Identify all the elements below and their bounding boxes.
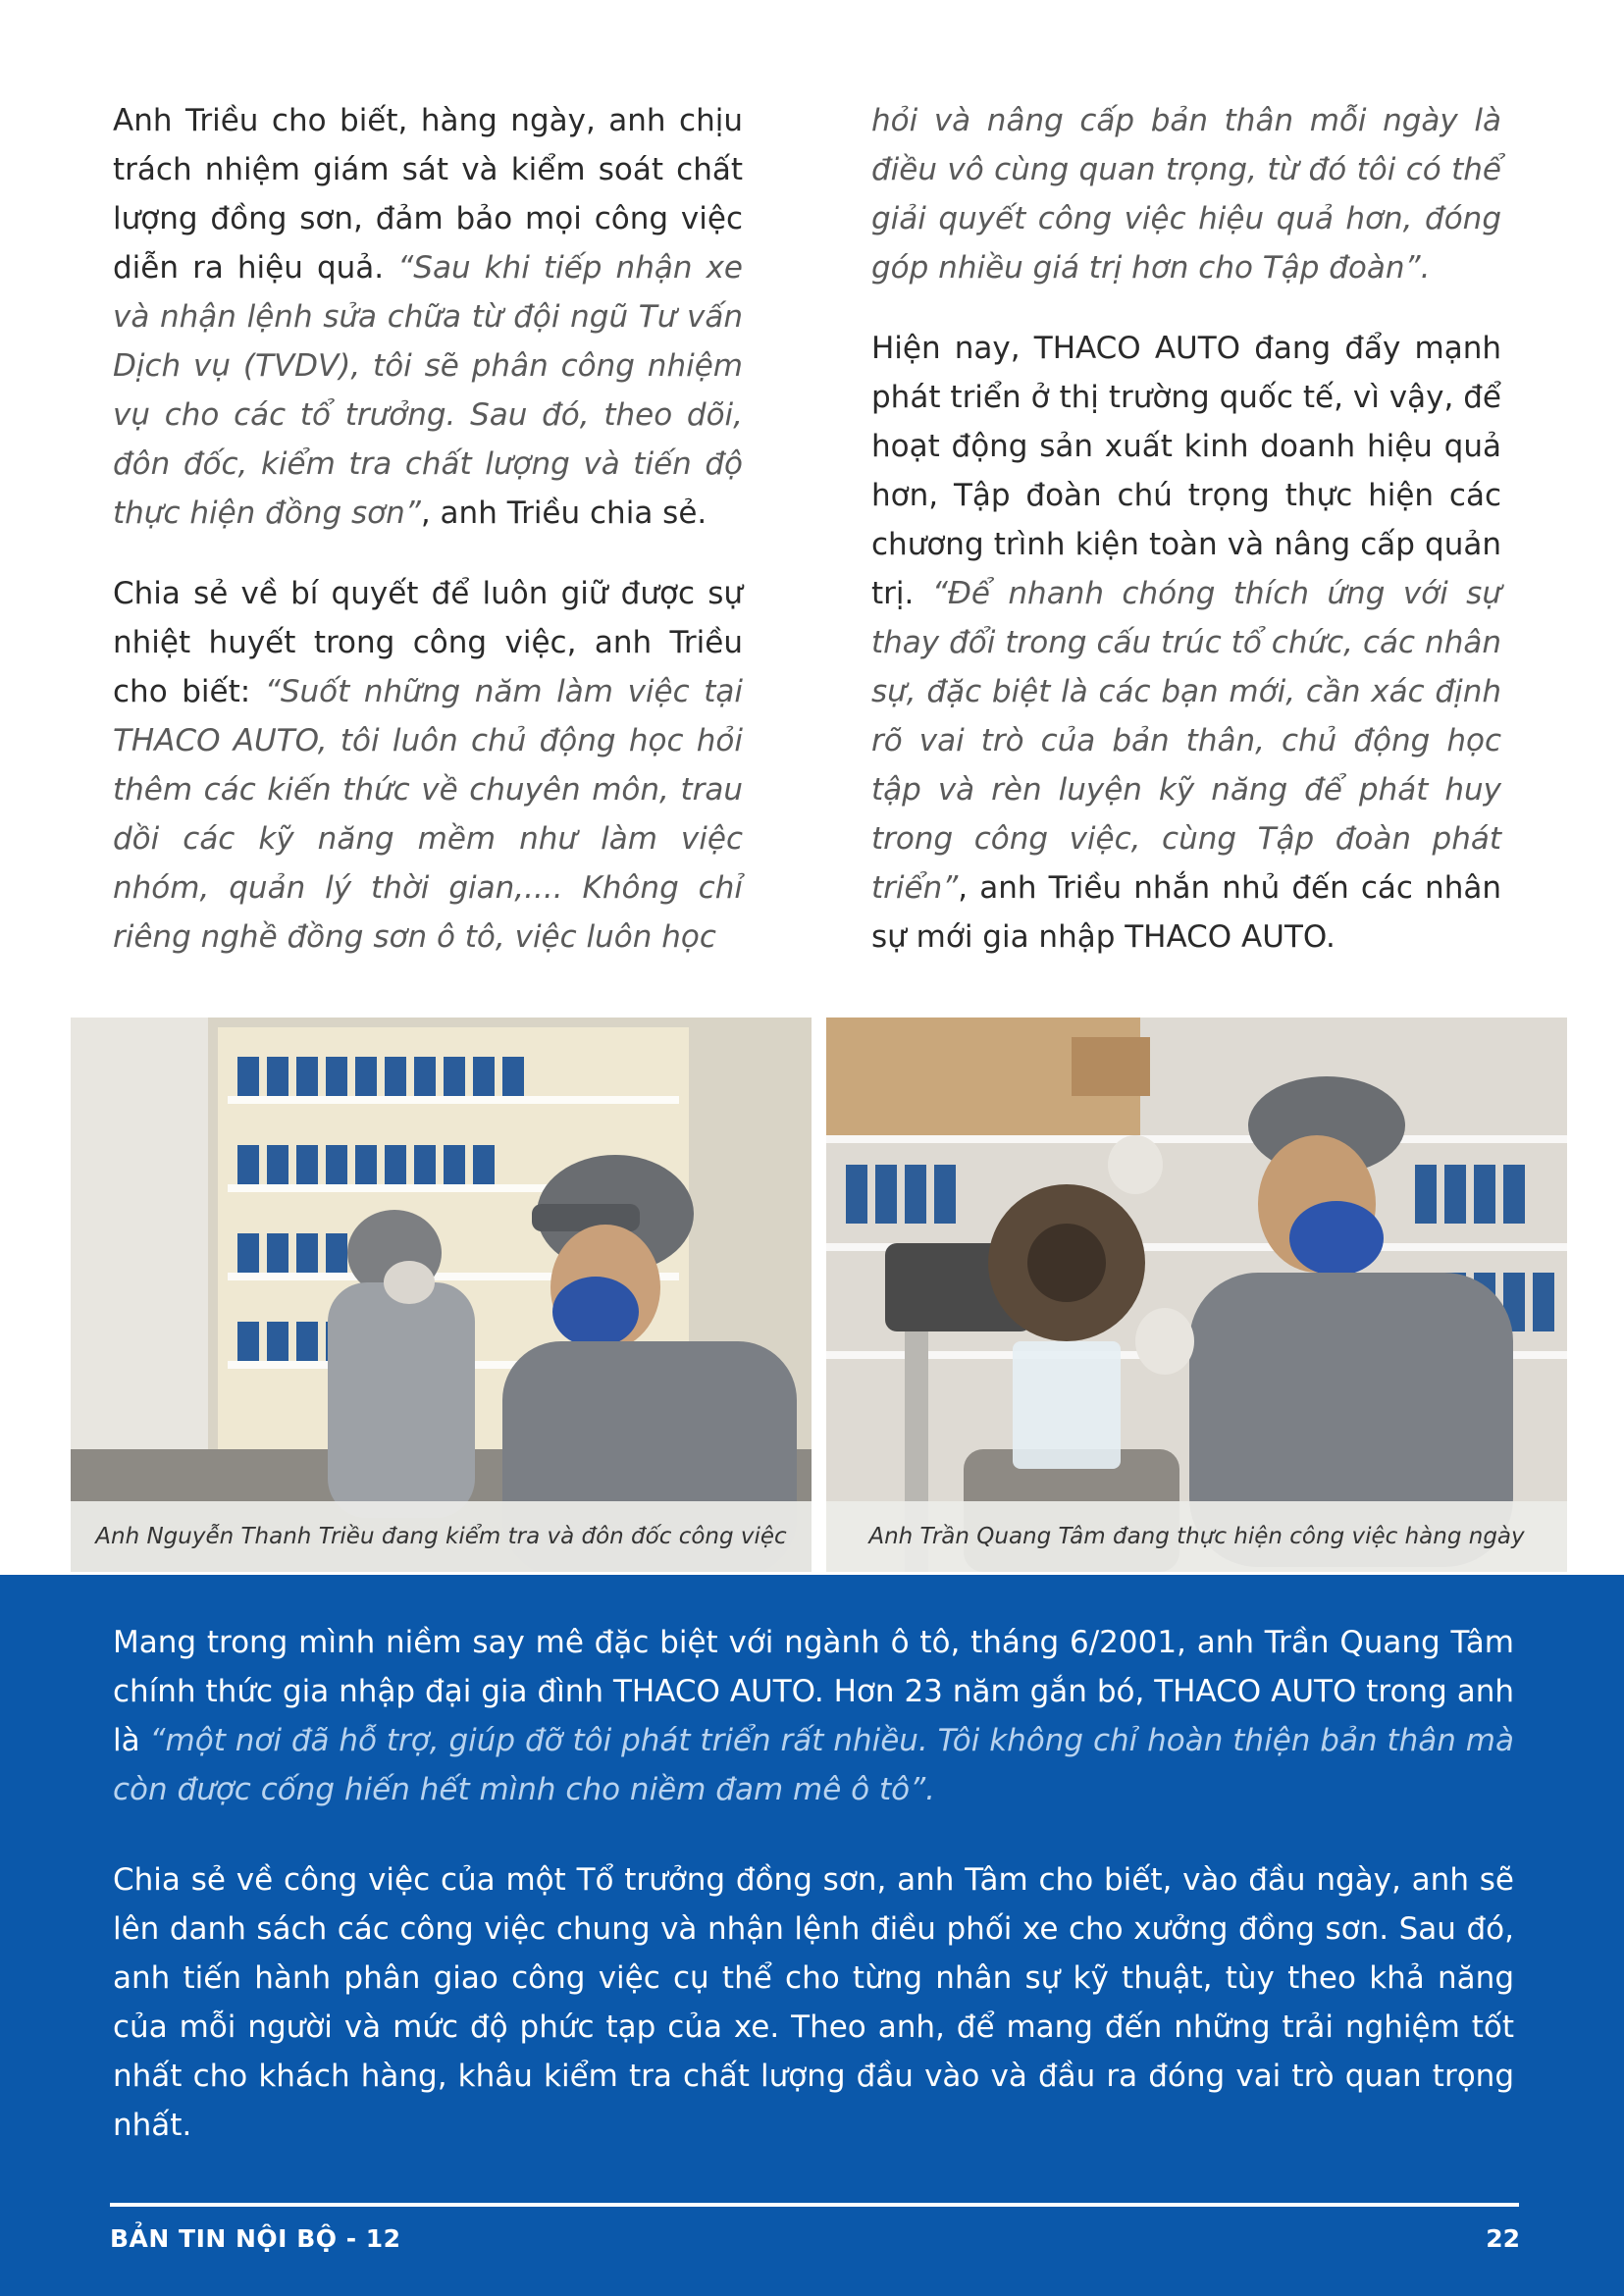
quote-text: hỏi và nâng cấp bản thân mỗi ngày là điều vô cùng quan trọng, từ đó tôi có thể giải quyết công việc hiệu quả hơn, đóng góp nhiều giá trị hơn cho Tập đoàn”. (871, 103, 1501, 286)
publication-name: BẢN TIN NỘI BỘ - 12 (110, 2224, 401, 2253)
paragraph-thaco-international (871, 324, 1501, 962)
paragraph-text: Anh Triều cho biết, hàng ngày, anh chịu trách nhiệm giám sát và kiểm soát chất lượng đồng sơn, đảm bảo mọi công việc diễn ra hiệu quả. (113, 103, 743, 286)
right-text-column (871, 96, 1501, 993)
photo-caption: Anh Nguyễn Thanh Triều đang kiểm tra và đôn đốc công việc (71, 1501, 812, 1572)
quote-text: “Suốt những năm làm việc tại THACO AUTO, tôi luôn chủ động học hỏi thêm các kiến thức về chuyên môn, trau dồi các kỹ năng mềm như làm việc nhóm, quản lý thời gian,.... Không chỉ riêng nghề đồng sơn ô tô, việc luôn học (113, 674, 743, 955)
paragraph-tam-intro (113, 1618, 1514, 1814)
photo-trieu-inspecting (71, 1018, 812, 1572)
paragraph-text: Hiện nay, THACO AUTO đang đẩy mạnh phát triển ở thị trường quốc tế, vì vậy, để hoạt động sản xuất kinh doanh hiệu quả hơn, Tập đoàn chú trọng thực hiện các chương trình kiện toàn và nâng cấp quản trị. (871, 331, 1501, 611)
paragraph-quote-continued (871, 96, 1501, 292)
blue-feature-section (0, 1575, 1624, 2296)
quote-text: “Để nhanh chóng thích ứng với sự thay đổi trong cấu trúc tổ chức, các nhân sự, đặc biệt là các bạn mới, cần xác định rõ vai trò của bản thân, chủ động học tập và rèn luyện kỹ năng để phát huy trong công việc, cùng Tập đoàn phát triển” (871, 576, 1501, 906)
paragraph-text: , anh Triều nhắn nhủ đến các nhân sự mới gia nhập THACO AUTO. (871, 870, 1501, 955)
quote-text: “một nơi đã hỗ trợ, giúp đỡ tôi phát triển rất nhiều. Tôi không chỉ hoàn thiện bản thân mà còn được cống hiến hết mình cho niềm đam mê ô tô”. (113, 1723, 1514, 1807)
blue-section-text (113, 1618, 1514, 2191)
paragraph-text: Chia sẻ về bí quyết để luôn giữ được sự nhiệt huyết trong công việc, anh Triều cho biết: (113, 576, 743, 709)
paragraph-tam-work: Chia sẻ về công việc của một Tổ trưởng đồng sơn, anh Tâm cho biết, vào đầu ngày, anh sẽ lên danh sách các công việc chung và nhận lệnh điều phối xe cho xưởng đồng sơn. Sau đó, anh tiến hành phân giao công việc cụ thể cho từng nhân sự kỹ thuật, tùy theo khả năng của mỗi người và mức độ phức tạp của xe. Theo anh, để mang đến những trải nghiệm tốt nhất cho khách hàng, khâu kiểm tra chất lượng đầu vào và đầu ra đóng vai trò quan trọng nhất. (113, 1862, 1514, 2143)
paragraph-text: Mang trong mình niềm say mê đặc biệt với ngành ô tô, tháng 6/2001, anh Trần Quang Tâm chính thức gia nhập đại gia đình THACO AUTO. Hơn 23 năm gắn bó, THACO AUTO trong anh là (113, 1625, 1514, 1758)
paragraph-text: , anh Triều chia sẻ. (420, 496, 707, 531)
paragraph-trieu-secret (113, 569, 743, 962)
footer-divider (110, 2203, 1519, 2207)
photo-tam-working (826, 1018, 1567, 1572)
left-text-column (113, 96, 743, 993)
page-number: 22 (1486, 2224, 1520, 2253)
photo-caption: Anh Trần Quang Tâm đang thực hiện công việc hàng ngày (826, 1501, 1567, 1572)
paragraph-trieu-duties (113, 96, 743, 538)
quote-text: “Sau khi tiếp nhận xe và nhận lệnh sửa chữa từ đội ngũ Tư vấn Dịch vụ (TVDV), tôi sẽ phân công nhiệm vụ cho các tổ trưởng. Sau đó, theo dõi, đôn đốc, kiểm tra chất lượng và tiến độ thực hiện đồng sơn” (113, 250, 743, 531)
photo-illustration (71, 1018, 812, 1572)
photo-illustration (826, 1018, 1567, 1572)
